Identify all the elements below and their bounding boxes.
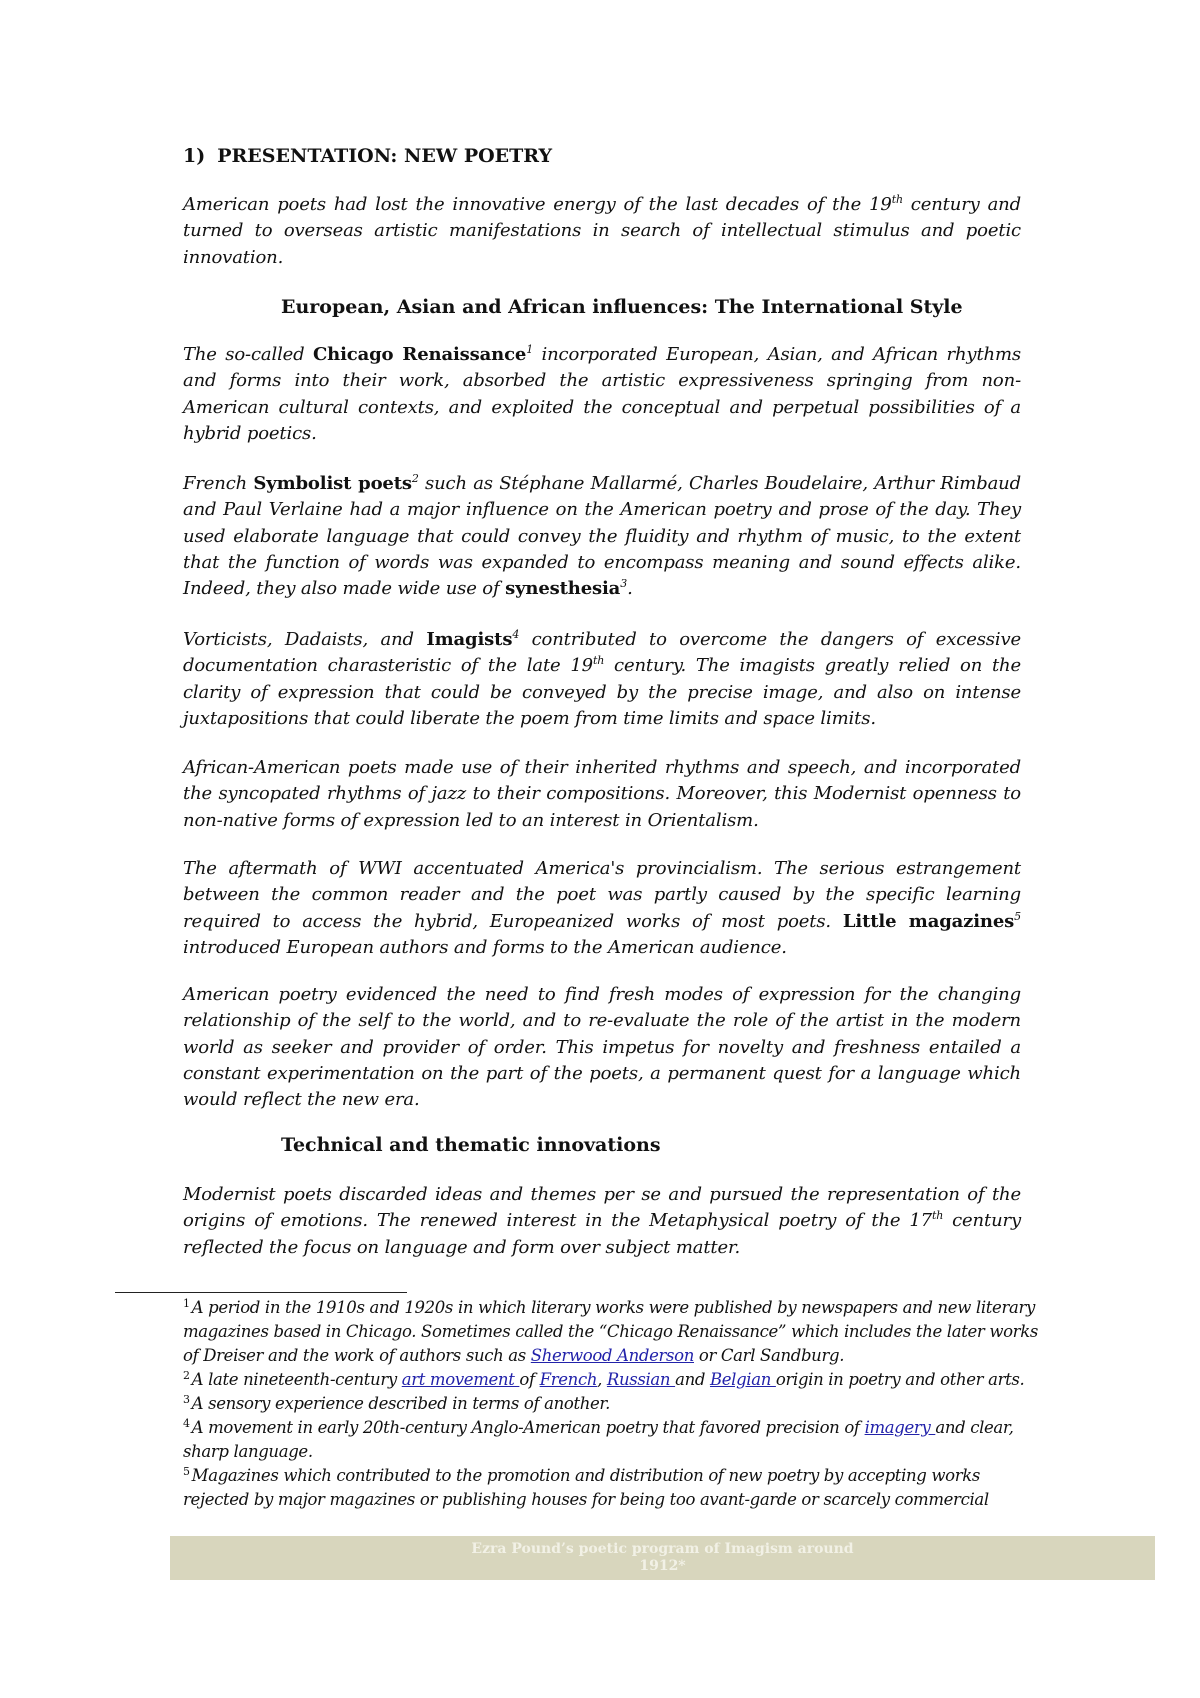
text: French bbox=[183, 473, 254, 494]
text: incorporated European, Asian, and African rhythms and forms into their work, absorbed the artistic expressiveness springing from non-American cultural contexts, and exploited the conceptual and perpetual possibilities of a hybrid poetics. bbox=[183, 344, 1021, 444]
term-symbolist-poets: Symbolist poets bbox=[253, 473, 412, 494]
link-art-movement[interactable]: art movement bbox=[401, 1370, 520, 1389]
text: The aftermath of WWI accentuated America's provincialism. The serious estrangement between the common reader and the poet was partly caused by the specific learning required to access the hybrid, Europeanized works of most poets. bbox=[183, 858, 1021, 932]
footnote-text: and bbox=[675, 1370, 710, 1389]
footnote-ref-3: 3 bbox=[620, 577, 628, 591]
term-synesthesia: synesthesia bbox=[505, 578, 621, 600]
superscript: th bbox=[931, 1209, 944, 1223]
footnote-3 bbox=[183, 1392, 1043, 1416]
footnote-text: , bbox=[597, 1370, 607, 1389]
footnotes bbox=[183, 1296, 1043, 1512]
footnote-4 bbox=[183, 1416, 1043, 1464]
footnote-text: origin in poetry and other arts. bbox=[775, 1370, 1025, 1389]
banner-caption bbox=[170, 1541, 1155, 1575]
text: century. The imagists greatly relied on the clarity of expression that could be conveyed by the precise image, and also on intense juxtapositions that could liberate the poem from time limits and space limits. bbox=[183, 655, 1022, 729]
paragraph-block-imagists bbox=[183, 627, 1021, 732]
paragraph-block-symbolist bbox=[183, 471, 1021, 602]
section-title: PRESENTATION: NEW POETRY bbox=[217, 145, 553, 167]
footnote-text: and clear, sharp language. bbox=[183, 1418, 1014, 1461]
footnote-2 bbox=[183, 1368, 1043, 1392]
intro-text-cont: century and turned to overseas artistic manifestations in search of intellectual stimulus and poetic innovation. bbox=[183, 194, 1021, 268]
paragraph-african-american: African-American poets made use of their inherited rhythms and speech, and incorporated the syncopated rhythms of jazz to their compositions. Moreover, this Modernist openness to non-native forms of expression led to an interest in Orientalism. bbox=[183, 757, 1021, 831]
paragraph-symbolist bbox=[183, 471, 1021, 602]
paragraph-modernist bbox=[183, 1182, 1021, 1261]
intro-paragraph bbox=[183, 192, 1021, 271]
footnote-number: 1 bbox=[183, 1296, 190, 1310]
footnote-number: 5 bbox=[183, 1464, 190, 1478]
banner-line-1: Ezra Pound’s poetic program of Imagism around bbox=[471, 1541, 854, 1557]
faded-banner bbox=[170, 1536, 1155, 1580]
paragraph-block-fresh bbox=[183, 982, 1021, 1113]
section-number: 1) bbox=[183, 145, 206, 167]
footnote-number: 3 bbox=[183, 1392, 190, 1406]
paragraph-chicago bbox=[183, 342, 1021, 447]
section-heading bbox=[183, 145, 552, 167]
text: Vorticists, Dadaists, and bbox=[183, 629, 427, 650]
superscript: th bbox=[891, 193, 903, 206]
footnote-ref-4: 4 bbox=[512, 628, 520, 641]
footnote-text: A movement in early 20th-century Anglo-American poetry that favored precision of bbox=[191, 1418, 865, 1437]
footnote-number: 2 bbox=[183, 1368, 190, 1382]
term-chicago-renaissance: Chicago Renaissance bbox=[313, 344, 527, 365]
footnote-text: Magazines which contributed to the promotion and distribution of new poetry by accepting works rejected by major magazines or publishing houses for being too avant-garde or scarcely commercial bbox=[183, 1466, 989, 1509]
footnote-text: A period in the 1910s and 1920s in which literary works were published by newspapers and new literary magazines based in Chicago. Sometimes called the “Chicago Renaissance” which includes the later works of Dreiser and the work of authors such as bbox=[183, 1298, 1038, 1365]
text: contributed to overcome the dangers of excessive documentation charasteristic of the late 19 bbox=[183, 629, 1021, 677]
paragraph-block-wwi bbox=[183, 856, 1021, 961]
subheading-international-style: European, Asian and African influences: The International Style bbox=[281, 296, 963, 318]
link-french[interactable]: French bbox=[539, 1370, 598, 1389]
text: century reflected the focus on language and form over subject matter. bbox=[183, 1210, 1021, 1258]
footnote-number: 4 bbox=[183, 1416, 190, 1430]
footnote-ref-2: 2 bbox=[411, 472, 419, 485]
paragraph-imagists bbox=[183, 627, 1021, 732]
link-imagery[interactable]: imagery bbox=[864, 1418, 936, 1437]
link-russian[interactable]: Russian bbox=[606, 1370, 676, 1389]
intro-text: American poets had lost the innovative energy of the last decades of the 19 bbox=[183, 194, 892, 215]
footnote-ref-5: 5 bbox=[1014, 909, 1021, 923]
paragraph-block-chicago bbox=[183, 342, 1021, 447]
superscript: th bbox=[592, 654, 605, 668]
footnote-5 bbox=[183, 1464, 1043, 1512]
footnote-ref-1: 1 bbox=[526, 343, 534, 356]
intro-paragraph-block bbox=[183, 192, 1021, 271]
term-little-magazines: Little magazines bbox=[842, 910, 1015, 932]
footnote-text: A late nineteenth-century bbox=[191, 1370, 402, 1389]
term-imagists: Imagists bbox=[426, 629, 513, 650]
text: introduced European authors and forms to the American audience. bbox=[183, 936, 787, 958]
subheading-technical-thematic: Technical and thematic innovations bbox=[281, 1134, 661, 1156]
banner-line-2: 1912* bbox=[639, 1558, 686, 1574]
paragraph-block-modernist bbox=[183, 1182, 1021, 1261]
footnote-text: A sensory experience described in terms of another. bbox=[191, 1394, 611, 1413]
link-sherwood-anderson[interactable]: Sherwood Anderson bbox=[530, 1346, 694, 1365]
text: . bbox=[627, 578, 633, 600]
footnote-1 bbox=[183, 1296, 1043, 1368]
text: such as Stéphane Mallarmé, Charles Boudelaire, Arthur Rimbaud and Paul Verlaine had a major influence on the American poetry and prose of the day. They used elaborate language that could convey the fluidity and rhythm of music, to the extent that the function of words was expanded to encompass meaning and sound effects alike. Indeed, they also made wide use of bbox=[183, 473, 1021, 600]
text: Modernist poets discarded ideas and themes per se and pursued the representation of the origins of emotions. The renewed interest in the Metaphysical poetry of the 17 bbox=[183, 1184, 1021, 1232]
text: The so-called bbox=[183, 344, 313, 365]
paragraph-fresh-modes: American poetry evidenced the need to find fresh modes of expression for the changing relationship of the self to the world, and to re-evaluate the role of the artist in the modern world as seeker and provider of order. This impetus for novelty and freshness entailed a constant experimentation on the part of the poets, a permanent quest for a language which would reflect the new era. bbox=[183, 984, 1021, 1111]
footnote-separator bbox=[115, 1292, 407, 1293]
footnote-text: of bbox=[519, 1370, 540, 1389]
paragraph-block-african bbox=[183, 755, 1021, 834]
footnote-text: or Carl Sandburg. bbox=[694, 1346, 845, 1365]
paragraph-wwi bbox=[183, 856, 1021, 961]
link-belgian[interactable]: Belgian bbox=[709, 1370, 776, 1389]
